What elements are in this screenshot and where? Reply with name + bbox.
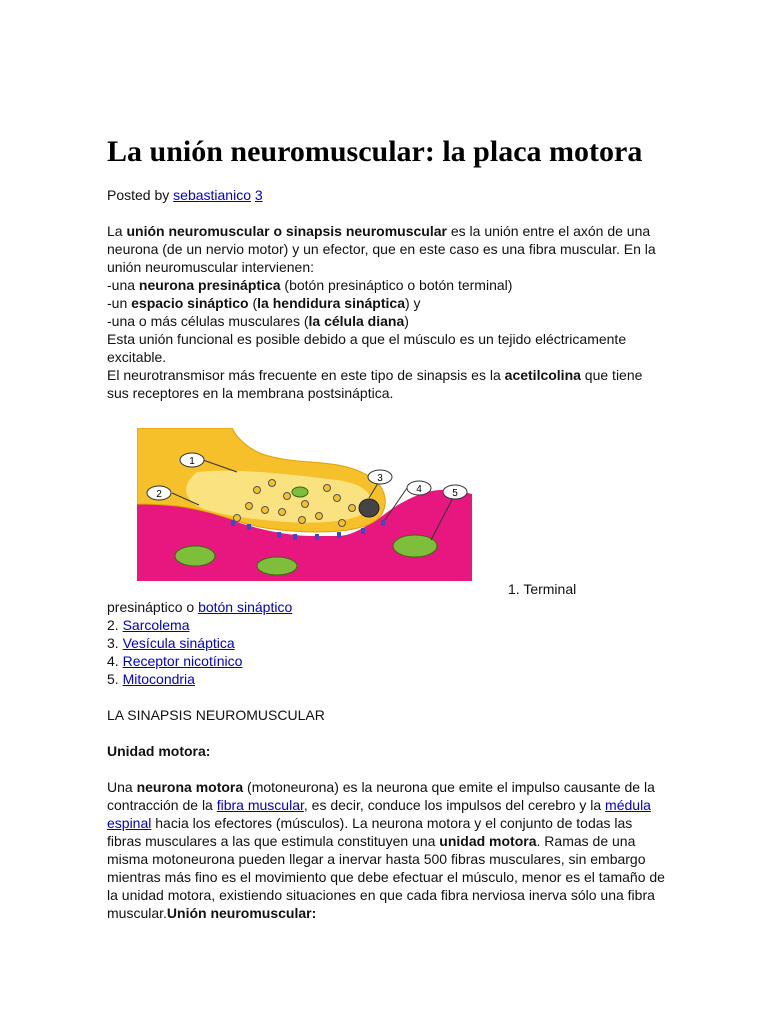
body-paragraph xyxy=(107,778,667,922)
intro-text: Esta unión funcional es posible debido a que el músculo es un tejido eléctricamente excitable. xyxy=(107,331,627,365)
post-meta xyxy=(107,186,263,204)
mitochondrion-muscle xyxy=(393,535,437,557)
list-text: -una xyxy=(107,277,139,293)
intro-text: es la unión entre el axón de una neurona (de un nervio motor) y un efector, que en este caso es una fibra muscular. En la unión neuromuscular intervienen: xyxy=(107,223,656,275)
comment-count-link[interactable]: 3 xyxy=(254,187,263,203)
marker-3: 3 xyxy=(377,473,383,484)
intro-bold-term: acetilcolina xyxy=(504,367,581,383)
list-bold-term: espacio sináptico xyxy=(131,295,249,311)
intro-text: que tiene sus receptores en la membrana postsináptica. xyxy=(107,367,643,401)
link-sarcolema[interactable]: Sarcolema xyxy=(122,617,190,633)
marker-4: 4 xyxy=(416,484,422,495)
author-link[interactable]: sebastianico xyxy=(173,187,251,203)
list-text: -un xyxy=(107,295,132,311)
list-bold-term: neurona presináptica xyxy=(138,277,281,293)
body-bold-term: unidad motora xyxy=(439,833,537,849)
posted-by-label: Posted by xyxy=(107,187,174,203)
list-text: ) y xyxy=(405,295,421,311)
mitochondrion-muscle xyxy=(175,546,215,566)
link-fibra-muscular[interactable]: fibra muscular xyxy=(216,797,304,813)
marker-5: 5 xyxy=(452,488,458,499)
body-text: Una xyxy=(107,779,137,795)
intro-bold-term: unión neuromuscular o sinapsis neuromuscular xyxy=(126,223,447,239)
body-text: hacia los efectores (músculos). La neurona motora y el conjunto de todas las fibras musculares a las que estimula constituyen una xyxy=(107,815,633,849)
list-text: (botón presináptico o botón terminal) xyxy=(280,277,513,293)
legend-number: 5. xyxy=(107,671,123,687)
body-bold-term: neurona motora xyxy=(136,779,244,795)
figure-legend xyxy=(107,598,292,688)
body-bold-term: Unión neuromuscular: xyxy=(166,905,317,921)
mitochondrion-muscle xyxy=(257,557,297,575)
body-text: (motoneurona) es la neurona que emite el impulso causante de la contracción de la xyxy=(107,779,655,813)
marker-2: 2 xyxy=(156,489,162,500)
neuromuscular-junction-diagram xyxy=(137,428,472,581)
mitochondrion-terminal xyxy=(292,487,308,497)
marker-1: 1 xyxy=(189,456,195,467)
list-text: ( xyxy=(248,295,258,311)
link-receptor-nicotinico[interactable]: Receptor nicotínico xyxy=(122,653,243,669)
section-heading: LA SINAPSIS NEUROMUSCULAR xyxy=(107,707,325,723)
mitochondrion-terminal xyxy=(359,499,379,517)
article-title: La unión neuromuscular: la placa motora xyxy=(107,135,643,168)
link-vesicula-sinaptica[interactable]: Vesícula sináptica xyxy=(122,635,235,651)
legend-text: presináptico o xyxy=(107,599,199,615)
legend-number: 4. xyxy=(107,653,123,669)
list-text: ) xyxy=(404,313,409,329)
list-text: -una o más células musculares ( xyxy=(107,313,309,329)
body-text: . Ramas de una misma motoneurona pueden llegar a inervar hasta 500 fibras musculares, sin embargo mientras más fino es el movimiento que debe efectuar el músculo, menor es el tamaño de la unidad motora, existiendo situaciones en que cada fibra nerviosa inerva sólo una fibra muscular. xyxy=(107,833,665,921)
intro-text: El neurotransmisor más frecuente en este tipo de sinapsis es la xyxy=(107,367,505,383)
link-medula-espinal[interactable]: médula espinal xyxy=(107,797,651,831)
legend-number: 2. xyxy=(107,617,123,633)
legend-item-1-start: 1. Terminal xyxy=(508,581,577,597)
legend-number: 3. xyxy=(107,635,123,651)
list-bold-term: la hendidura sináptica xyxy=(257,295,405,311)
intro-text: La xyxy=(107,223,127,239)
list-bold-term: la célula diana xyxy=(308,313,405,329)
body-text: , es decir, conduce los impulsos del cerebro y la xyxy=(303,797,606,813)
link-boton-sinaptico[interactable]: botón sináptico xyxy=(198,599,293,615)
link-mitocondria[interactable]: Mitocondria xyxy=(122,671,195,687)
section-subheading: Unidad motora: xyxy=(107,743,211,759)
intro-paragraph xyxy=(107,222,667,402)
